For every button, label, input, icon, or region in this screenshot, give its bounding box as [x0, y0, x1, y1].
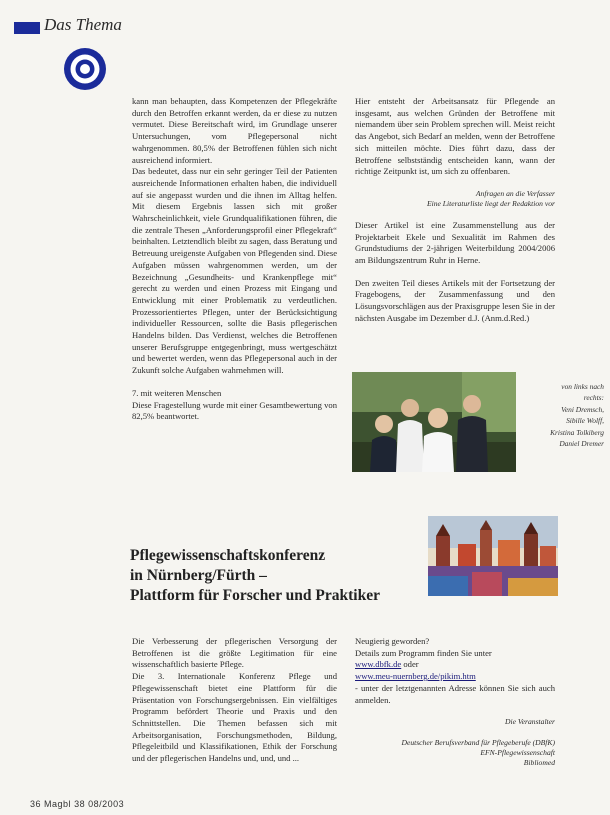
- photo-caption-line: Kristina Tolkiberg: [550, 427, 604, 437]
- conference-left-column: [132, 636, 337, 765]
- conference-paragraph: Die 3. Internationale Konferenz Pflege und Pflegewissenschaft bietet eine Plattform für die Präsentation von Forschungsergebnissen. Ein vielfältiges Programm befördert Theorie und Praxis und den Schnittstellen. Die Themen befassen sich mit Arbeitsorganisation, Forschungsmethoden, Bildung, Pflegeleitbild und Klassifikationen, Ethik der Forschung und der pflegerischen Handelns und, und, und ...: [132, 671, 337, 764]
- article-right-column: [355, 96, 555, 325]
- journal-name: Magbl: [44, 799, 72, 809]
- link-suffix: oder: [401, 659, 419, 670]
- photo-caption-line: Daniel Dremer: [559, 439, 604, 449]
- header-bar: [14, 22, 40, 34]
- link-line: [355, 671, 555, 683]
- organizers-label: Die Veranstalter: [505, 717, 555, 727]
- literature-note: Eine Literaturliste liegt der Redaktion vor: [426, 198, 555, 208]
- intro-line: Details zum Programm finden Sie unter: [355, 647, 492, 658]
- registration-link[interactable]: www.meu-nuernberg.de/pikim.htm: [355, 671, 476, 682]
- continuation-note: Den zweiten Teil dieses Artikels mit der Fortsetzung der Fragebogens, der Zusammenfassung und den Lösungsvorschlägen aus der Praxisgruppe lesen Sie in der nächsten Ausgabe im Dezember d.J. (Anm.d.Red.): [355, 277, 555, 323]
- organizer-name: Bibliomed: [523, 758, 555, 768]
- nuremberg-city-illustration: [428, 516, 558, 596]
- conference-headline: [130, 546, 430, 606]
- article-paragraph: kann man behaupten, dass Kompetenzen der Pflegekräfte durch den Betroffen erkannt werden, da er diese zu nutzen vermutet. Diese Bereitschaft wird, im Grundlage unserer Untersuchungen, vom Pflegepersonal nicht wahrgenommen. 80,5% der Betroffenen fühlen sich nicht ausreichend informiert.: [132, 96, 337, 165]
- photo-caption-line: von links nach: [561, 382, 604, 391]
- dbfk-link[interactable]: www.dbfk.de: [355, 659, 402, 670]
- photo-caption-line: Veni Dremsch,: [561, 404, 604, 414]
- concentric-circle-logo-icon: [63, 47, 107, 91]
- headline-line: Plattform für Forscher und Praktiker: [130, 587, 380, 604]
- organizer-name: EFN-Pflegewissenschaft: [480, 748, 555, 758]
- issue-date: 08/2003: [88, 799, 125, 809]
- article-left-column: [132, 96, 337, 423]
- page-footer: [30, 799, 124, 809]
- page-number: 36: [30, 799, 42, 809]
- photo-caption: [526, 381, 604, 449]
- intro-heading: Neugierig geworden?: [355, 636, 430, 646]
- article-paragraph: Diese Fragestellung wurde mit einer Gesamtbewertung von 82,5% beantwortet.: [132, 399, 337, 422]
- photo-caption-line: rechts:: [583, 393, 604, 403]
- conference-paragraph: Die Verbesserung der pflegerischen Versorgung der Betroffenen ist die größte Legitimation für eine wissenschaftlich basierte Pflege.: [132, 636, 337, 670]
- article-subheading: 7. mit weiteren Menschen: [132, 387, 222, 398]
- headline-line: Pflegewissenschaftskonferenz: [130, 547, 326, 564]
- headline-line: in Nürnberg/Fürth –: [130, 567, 267, 584]
- organizer-name: Deutscher Berufsverband für Pflegeberufe (DBfK): [401, 738, 555, 748]
- photo-caption-line: Sibille Wolff,: [566, 416, 604, 426]
- conference-right-column: [355, 636, 555, 768]
- authors-group-photo: [352, 372, 516, 472]
- source-note: Dieser Artikel ist eine Zusammenstellung aus der Projektarbeit Ekele und Sexualität im Rahmen des Grundstudiums der 2-jährigen Weiterbildung 2004/2006 am Bildungszentrum Ruhr in Herne.: [355, 219, 555, 266]
- author-contact-note: Anfragen an die Verfasser: [475, 188, 555, 198]
- issue-number: 38: [74, 799, 86, 809]
- article-paragraph: Das bedeutet, dass nur ein sehr geringer Teil der Patienten ausreichende Informationen erhalten haben, die individuell auf sie angepasst wurden und die ihnen im Alltag helfen. Mit diesem Ergebnis lassen sich mit großer Wahrscheinlichkeit, viele Grundqualifikationen führen, die die zentrale Thesen „Anforderungsprofil einer Pflegekraft“ beinhalten. Letztendlich bleibt zu sagen, dass Beratung und Betreuung ureigenste Aufgaben von Pflegenden sind. Diese Aufgaben müssen wahrgenommen werden, um der Bezeichnung „Gesundheits- und Krankenpflege mit“ gerecht zu werden und einen Prozess mit Eingang und Entwicklung mit einer Problematik zu verdeutlichen. Prozessorientiertes Pflegen, unter der Berücksichtigung individueller Ressourcen, sollte die Basis pflegerischen Handelns bilden. Das Verdienst, welches die Betroffenen unserer Berufsgruppe entgegenbringt, muss wertgeschätzt und bewertet werden, wenn das Pflegepersonal auch in der Zukunft solche Aufgaben wahrnehmen will.: [132, 166, 338, 376]
- section-label: Das Thema: [44, 15, 122, 34]
- link-line: [355, 659, 555, 671]
- registration-note: - unter der letztgenannten Adresse können Sie sich auch anmelden.: [355, 682, 555, 705]
- article-paragraph: Hier entsteht der Arbeitsansatz für Pflegende an insgesamt, aus welchen Gründen der Betroffene mit niemandem über sein Problem sprechen will. Meist reicht das Angebot, sich Bedarf an melden, wenn der Betroffene sich mitteilen möchte. Dies führt dazu, dass der Betroffene selbstständig entscheiden kann, wann der richtige Zeitpunkt ist, um sich zu offenbaren.: [355, 96, 555, 177]
